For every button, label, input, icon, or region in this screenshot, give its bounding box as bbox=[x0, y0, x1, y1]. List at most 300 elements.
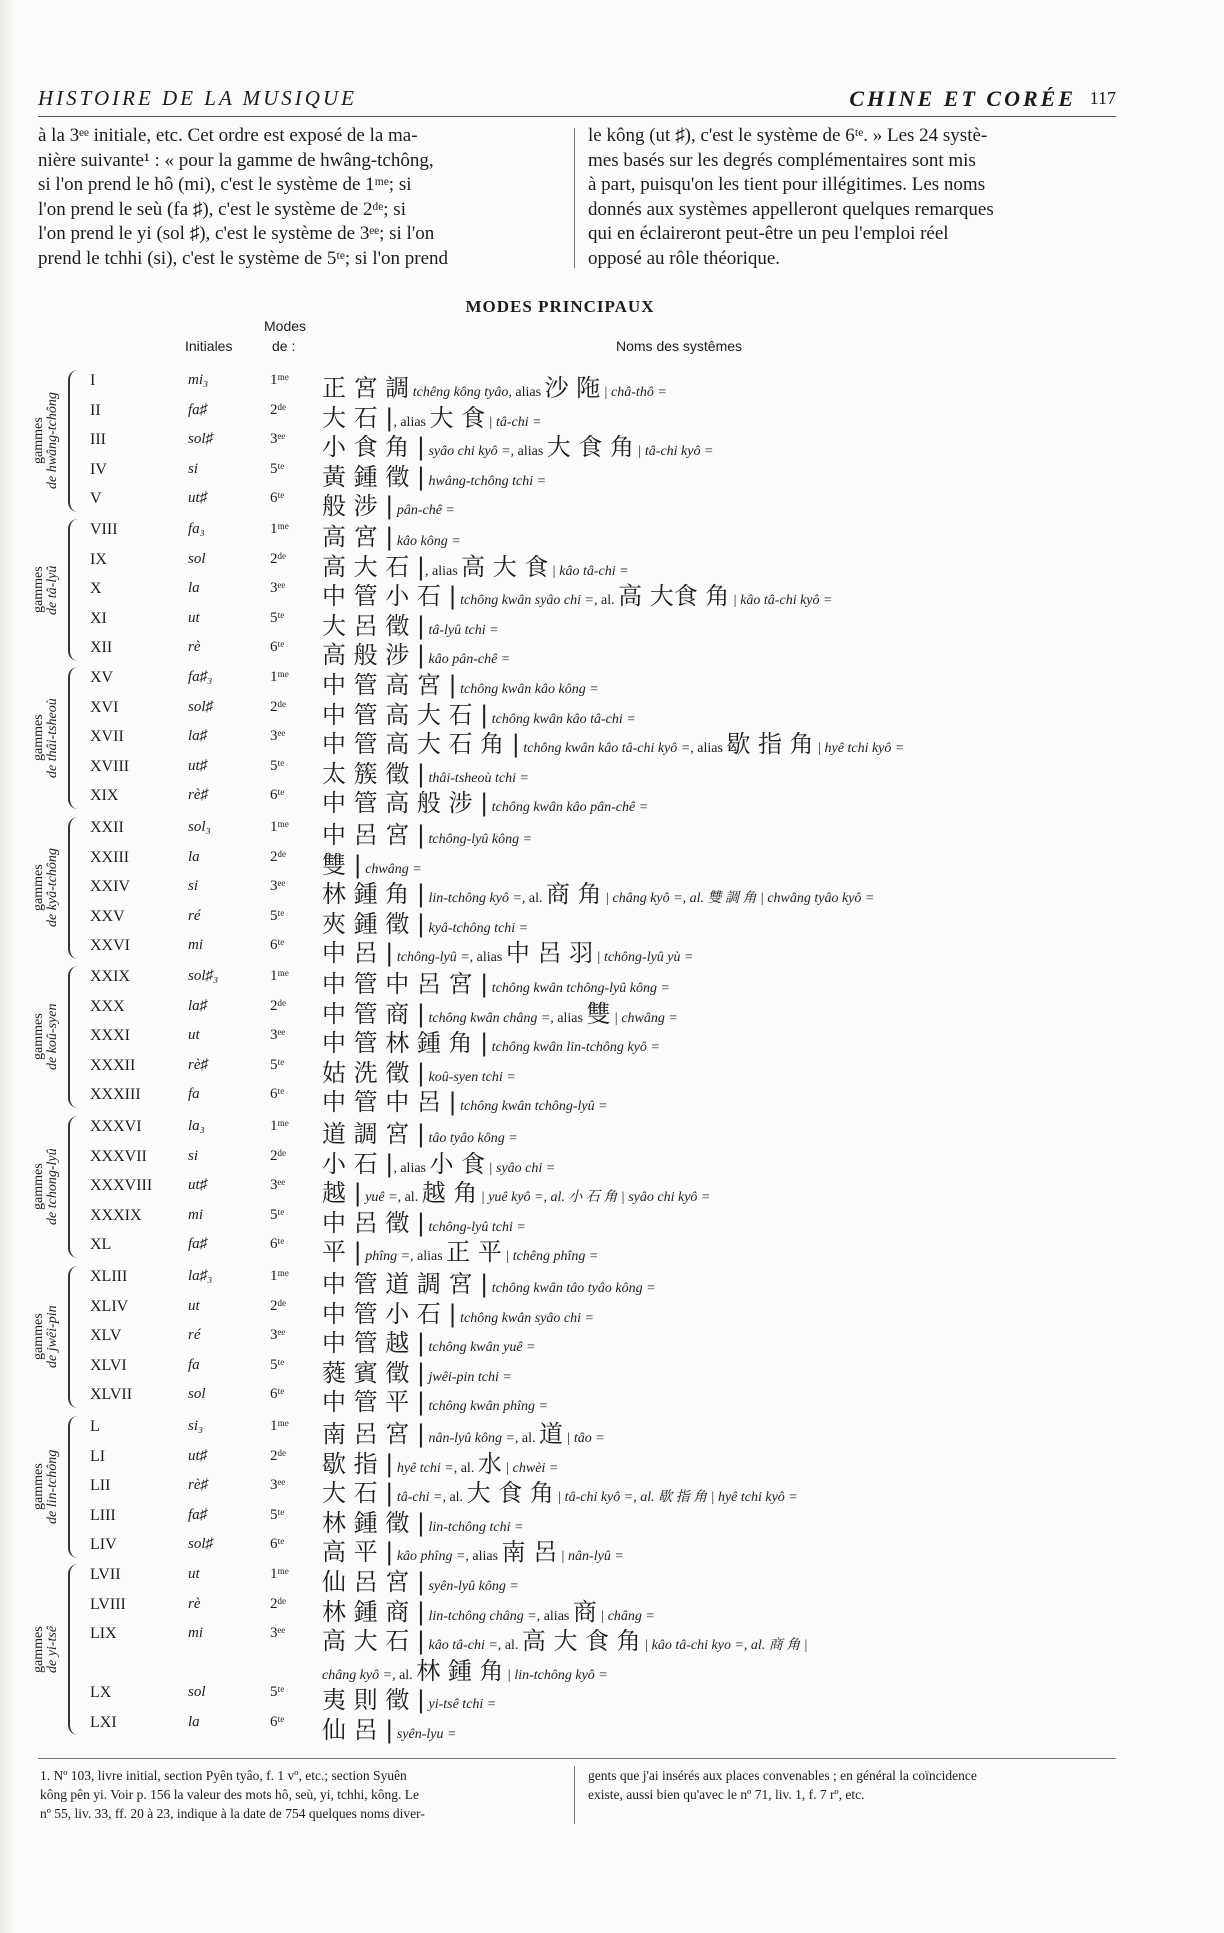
system-number: II bbox=[90, 402, 101, 419]
gamme-word: gammes bbox=[31, 1013, 46, 1061]
alias-label: alias bbox=[517, 444, 547, 459]
table-row bbox=[0, 933, 1224, 967]
table-row bbox=[0, 754, 1224, 788]
romanization: tchông kwân lin-tchông kyô = bbox=[488, 1040, 660, 1055]
romanization: kâo phîng =, bbox=[393, 1549, 473, 1564]
initiale: la♯₃ bbox=[188, 1268, 213, 1284]
chinese-name: 越 | bbox=[322, 1179, 362, 1207]
alias-label: alias bbox=[476, 950, 506, 965]
mode-degree: 6ᵗᵉ bbox=[270, 787, 285, 803]
mode-degree: 1ᵐᵉ bbox=[270, 1566, 289, 1582]
mode-degree: 5ᵗᵉ bbox=[270, 758, 285, 774]
system-number: XXV bbox=[90, 908, 125, 925]
alias-chinese-name: 高 大 食 角 bbox=[521, 1627, 641, 1655]
system-number: XXIX bbox=[90, 968, 130, 985]
chinese-name: 大 石 | bbox=[322, 404, 394, 432]
initiale: rè bbox=[188, 1596, 201, 1612]
table-row bbox=[0, 1144, 1224, 1178]
initiale: si bbox=[188, 1148, 199, 1164]
table-row bbox=[0, 1680, 1224, 1714]
header-modes-de: de : bbox=[272, 338, 296, 354]
initiale: rè♯ bbox=[188, 787, 208, 803]
chinese-name: 中 管 小 石 | bbox=[322, 582, 457, 610]
alias-chinese-name: 林 鍾 角 bbox=[416, 1657, 504, 1685]
running-head bbox=[38, 86, 1116, 117]
romanization: tchông-lyû =, bbox=[393, 950, 477, 965]
table-row bbox=[0, 1114, 1224, 1148]
mode-degree: 2ᵈᵉ bbox=[270, 1448, 287, 1464]
table-row bbox=[0, 457, 1224, 491]
mode-degree: 3ᵉᵉ bbox=[270, 1027, 286, 1043]
table-row bbox=[0, 1203, 1224, 1237]
table-row bbox=[0, 1651, 1224, 1685]
table-row bbox=[0, 576, 1224, 610]
mode-degree: 5ᵗᵉ bbox=[270, 1357, 285, 1373]
alias-romanization: | châng kyô =, al. 雙 調 角 | chwâng tyâo kyô = bbox=[601, 891, 875, 906]
romanization: hyê tchi =, bbox=[393, 1461, 461, 1476]
alias-label: , alias bbox=[424, 564, 462, 579]
initiale: la₃ bbox=[188, 1118, 205, 1134]
header-modes: Modes bbox=[264, 318, 307, 334]
table-row bbox=[0, 1173, 1224, 1207]
romanization: tchông kwân yuê = bbox=[424, 1340, 536, 1355]
romanization: pân-chê = bbox=[393, 503, 455, 518]
mode-degree: 6ᵗᵉ bbox=[270, 1386, 285, 1402]
intro-line: mes basés sur les degrés complémentaires sont mis bbox=[588, 149, 976, 171]
intro-line: si l'on prend le hô (mi), c'est le système de 1ᵐᵉ; si bbox=[38, 174, 412, 195]
alias-label: alias bbox=[472, 1549, 502, 1564]
romanization: kâo pân-chê = bbox=[424, 652, 511, 667]
romanization: kâo tâ-chi =, bbox=[424, 1638, 505, 1653]
mode-degree: 2ᵈᵉ bbox=[270, 551, 287, 567]
mode-degree: 3ᵉᵉ bbox=[270, 431, 286, 447]
table-row bbox=[0, 606, 1224, 640]
romanization: syên-lyû kông = bbox=[424, 1579, 519, 1594]
footnote-line: existe, aussi bien qu'avec le nº 71, liv. 1, f. 7 rº, etc. bbox=[588, 1787, 865, 1802]
initiale: mi bbox=[188, 1207, 203, 1223]
chinese-name: 中 呂 徵 | bbox=[322, 1209, 425, 1237]
alias-label: al. bbox=[460, 1461, 478, 1476]
chinese-name: 中 管 小 石 | bbox=[322, 1300, 457, 1328]
alias-label: al. bbox=[528, 891, 547, 906]
initiale: ut bbox=[188, 1027, 200, 1043]
romanization: lin-tchông tchi = bbox=[424, 1520, 524, 1535]
footnote-left bbox=[40, 1766, 560, 1823]
alias-chinese-name: 大 食 bbox=[429, 404, 486, 432]
gamme-word: gammes bbox=[31, 714, 46, 762]
romanization: kyâ-tchông tchi = bbox=[424, 921, 529, 936]
mode-degree: 1ᵐᵉ bbox=[270, 968, 289, 984]
system-name bbox=[322, 933, 693, 968]
chinese-name: 中 管 高 宮 | bbox=[322, 671, 457, 699]
intro-line: à la 3ᵉᵉ initiale, etc. Cet ordre est exposé de la ma- bbox=[38, 125, 418, 146]
chinese-name: 雙 | bbox=[322, 851, 362, 879]
alias-romanization: | châng = bbox=[596, 1609, 655, 1624]
initiale: sol♯ bbox=[188, 699, 214, 715]
table-row bbox=[0, 1082, 1224, 1116]
system-number: VIII bbox=[90, 521, 118, 538]
chinese-name: 大 呂 徵 | bbox=[322, 612, 425, 640]
chinese-name: 中 管 道 調 宮 | bbox=[322, 1270, 489, 1298]
mode-degree: 1ᵐᵉ bbox=[270, 521, 289, 537]
romanization: tchông kwân tchông-lyû kông = bbox=[488, 981, 670, 996]
running-head-right: CHINE ET CORÉE bbox=[849, 86, 1076, 111]
table-row bbox=[0, 815, 1224, 849]
mode-degree: 6ᵗᵉ bbox=[270, 1236, 285, 1252]
chinese-name: 中 管 商 | bbox=[322, 1000, 425, 1028]
initiale: ut♯ bbox=[188, 758, 208, 774]
system-number: I bbox=[90, 372, 96, 389]
romanization: nân-lyû kông =, bbox=[424, 1431, 522, 1446]
mode-degree: 6ᵗᵉ bbox=[270, 1536, 285, 1552]
initiale: ut bbox=[188, 1298, 200, 1314]
alias-label: al. bbox=[504, 1638, 522, 1653]
romanization: yi-tsê tchi = bbox=[424, 1697, 497, 1712]
alias-label: alias bbox=[557, 1011, 587, 1026]
table-row bbox=[0, 486, 1224, 520]
intro-right-column bbox=[588, 124, 1116, 271]
alias-label: alias bbox=[417, 1249, 447, 1264]
chinese-name: 高 平 | bbox=[322, 1538, 394, 1566]
initiale: fa♯₃ bbox=[188, 669, 213, 685]
gamme-word: gammes bbox=[31, 864, 46, 912]
system-number: XXXVI bbox=[90, 1118, 142, 1135]
chinese-name: 中 呂 | bbox=[322, 939, 394, 967]
romanization: phîng =, bbox=[361, 1249, 418, 1264]
table-row bbox=[0, 547, 1224, 581]
romanization: tchêng kông tyâo, bbox=[409, 385, 516, 400]
alias-chinese-name: 高 大 食 bbox=[461, 553, 549, 581]
chinese-name: 林 鍾 徵 | bbox=[322, 1509, 425, 1537]
alias-romanization: | yuê kyô =, al. 小 石 角 | syâo chi kyô = bbox=[477, 1190, 711, 1205]
initiale: fa bbox=[188, 1357, 200, 1373]
chinese-name: 夾 鍾 徵 | bbox=[322, 910, 425, 938]
intro-line: l'on prend le yi (sol ♯), c'est le système de 3ᵉᵉ; si l'on bbox=[38, 223, 435, 244]
table-row bbox=[0, 1264, 1224, 1298]
alias-romanization: | châ-thô = bbox=[600, 385, 667, 400]
mode-degree: 6ᵗᵉ bbox=[270, 1714, 285, 1730]
initiale: sol bbox=[188, 1684, 206, 1700]
system-number: LII bbox=[90, 1477, 111, 1494]
initiale: rè bbox=[188, 639, 201, 655]
romanization: tchông-lyû tchi = bbox=[424, 1220, 526, 1235]
alias-chinese-name: 小 食 bbox=[429, 1150, 486, 1178]
system-number: XVI bbox=[90, 699, 119, 716]
chinese-name: 黃 鍾 徵 | bbox=[322, 463, 425, 491]
table-row bbox=[0, 904, 1224, 938]
chinese-name: 歇 指 | bbox=[322, 1450, 394, 1478]
alias-chinese-name: 沙 陁 bbox=[544, 374, 601, 402]
system-number: LI bbox=[90, 1448, 106, 1465]
system-number: LVII bbox=[90, 1566, 121, 1583]
system-number: XXX bbox=[90, 998, 125, 1015]
romanization: syâo chi kyô =, bbox=[424, 444, 518, 459]
alias-romanization: | tâ-chi kyô = bbox=[634, 444, 714, 459]
alias-chinese-name: 水 bbox=[477, 1450, 502, 1478]
mode-degree: 2ᵈᵉ bbox=[270, 1596, 287, 1612]
footnote-rule bbox=[38, 1758, 1116, 1759]
initiale: ut bbox=[188, 610, 200, 626]
mode-degree: 3ᵉᵉ bbox=[270, 878, 286, 894]
chinese-name: 中 管 平 | bbox=[322, 1388, 425, 1416]
gamme-name: de koû-syen bbox=[45, 1003, 60, 1071]
chinese-name: 高 大 石 | bbox=[322, 553, 425, 581]
romanization: tchông kwân syâo chi =, bbox=[456, 593, 601, 608]
mode-degree: 2ᵈᵉ bbox=[270, 402, 287, 418]
romanization: tchông kwân tchông-lyû = bbox=[456, 1099, 608, 1114]
initiale: la♯ bbox=[188, 998, 208, 1014]
chinese-name: 小 石 | bbox=[322, 1150, 394, 1178]
gamme-name: de tâ-lyû bbox=[45, 565, 60, 615]
table-row bbox=[0, 1444, 1224, 1478]
system-name bbox=[322, 1232, 598, 1267]
chinese-name: 正 宮 調 bbox=[322, 374, 410, 402]
gamme-name: de jwêi-pin bbox=[45, 1305, 60, 1369]
system-number: XI bbox=[90, 610, 107, 627]
table-row bbox=[0, 368, 1224, 402]
system-name bbox=[322, 1382, 548, 1417]
chinese-name: 小 食 角 | bbox=[322, 433, 425, 461]
system-number: XIX bbox=[90, 787, 119, 804]
mode-degree: 5ᵗᵉ bbox=[270, 908, 285, 924]
mode-degree: 3ᵉᵉ bbox=[270, 1477, 286, 1493]
chinese-name: 般 涉 | bbox=[322, 492, 394, 520]
system-number: XXXIX bbox=[90, 1207, 142, 1224]
gamme-name: de tchong-lyû bbox=[45, 1148, 60, 1226]
chinese-name: 高 大 石 | bbox=[322, 1627, 425, 1655]
alias-romanization: | tâ-chi = bbox=[485, 415, 542, 430]
system-number: XXIV bbox=[90, 878, 130, 895]
romanization: tchông kwân kâo pân-chê = bbox=[488, 800, 649, 815]
system-number: III bbox=[90, 431, 106, 448]
system-number: XLVII bbox=[90, 1386, 133, 1403]
chinese-name: 蕤 賓 徵 | bbox=[322, 1359, 425, 1387]
romanization: lin-tchông kyô =, bbox=[424, 891, 529, 906]
chinese-name: 平 | bbox=[322, 1238, 362, 1266]
chinese-name: 中 管 中 呂 宮 | bbox=[322, 970, 489, 998]
gamme-name: de kyâ-tchông bbox=[45, 848, 60, 928]
chinese-name: 南 呂 宮 | bbox=[322, 1420, 425, 1448]
footnote-line: kông pên yi. Voir p. 156 la valeur des mots hô, seù, yi, tchhi, kông. Le bbox=[40, 1787, 419, 1802]
romanization: tâo tyâo kông = bbox=[424, 1131, 518, 1146]
mode-degree: 1ᵐᵉ bbox=[270, 669, 289, 685]
alias-chinese-name: 中 呂 羽 bbox=[505, 939, 594, 967]
alias-chinese-name: 雙 bbox=[586, 1000, 611, 1028]
system-number: XVII bbox=[90, 728, 124, 745]
table-row bbox=[0, 1710, 1224, 1744]
system-number: LVIII bbox=[90, 1596, 126, 1613]
mode-degree: 6ᵗᵉ bbox=[270, 937, 285, 953]
header-systemes: Noms des systêmes bbox=[616, 338, 743, 354]
mode-degree: 1ᵐᵉ bbox=[270, 1118, 289, 1134]
table-row bbox=[0, 964, 1224, 998]
table-row bbox=[0, 1592, 1224, 1626]
intro-line: à part, puisqu'on les tient pour illégitimes. Les noms bbox=[588, 174, 986, 195]
running-head-left: HISTOIRE DE LA MUSIQUE bbox=[38, 86, 357, 110]
gamme-word: gammes bbox=[31, 1626, 46, 1673]
system-number: XV bbox=[90, 669, 114, 686]
chinese-name: 仙 呂 | bbox=[322, 1716, 394, 1744]
footnote-line: nº 55, liv. 33, ff. 20 à 23, indique à la date de 754 quelques noms diver- bbox=[40, 1806, 425, 1821]
initiale: sol bbox=[188, 1386, 206, 1402]
initiale: ut♯ bbox=[188, 1448, 208, 1464]
romanization: hwâng-tchông tchi = bbox=[424, 474, 547, 489]
table-row bbox=[0, 1353, 1224, 1387]
alias-label: alias bbox=[697, 741, 727, 756]
mode-degree: 5ᵗᵉ bbox=[270, 1057, 285, 1073]
table-row bbox=[0, 1294, 1224, 1328]
gamme-name: de lin-tchông bbox=[45, 1449, 60, 1525]
alias-chinese-name: 商 bbox=[572, 1598, 597, 1626]
mode-degree: 5ᵗᵉ bbox=[270, 1207, 285, 1223]
chinese-name: 道 調 宮 | bbox=[322, 1120, 425, 1148]
alias-label: al. bbox=[404, 1190, 422, 1205]
initiale: fa♯ bbox=[188, 1507, 208, 1523]
chinese-name: 中 管 高 大 石 角 | bbox=[322, 730, 520, 758]
footnote-line: gents que j'ai insérés aux places convenables ; en général la coïncidence bbox=[588, 1768, 977, 1783]
table-row bbox=[0, 1562, 1224, 1596]
romanization: tchông kwân tâo tyâo kông = bbox=[488, 1281, 656, 1296]
mode-degree: 2ᵈᵉ bbox=[270, 849, 287, 865]
chinese-name: 高 般 涉 | bbox=[322, 641, 425, 669]
initiale: sol♯₃ bbox=[188, 968, 219, 984]
page-number: 117 bbox=[1089, 88, 1116, 108]
table-row bbox=[0, 845, 1224, 879]
table-row bbox=[0, 1532, 1224, 1566]
mode-degree: 6ᵗᵉ bbox=[270, 1086, 285, 1102]
chinese-name: 高 宮 | bbox=[322, 523, 394, 551]
mode-degree: 2ᵈᵉ bbox=[270, 1148, 287, 1164]
chinese-name: 林 鍾 角 | bbox=[322, 880, 425, 908]
table-row bbox=[0, 635, 1224, 669]
initiale: sol♯ bbox=[188, 1536, 214, 1552]
initiale: ré bbox=[188, 908, 201, 924]
chinese-name: 中 呂 宮 | bbox=[322, 821, 425, 849]
initiale: la bbox=[188, 849, 200, 865]
alias-romanization: | syâo chi = bbox=[485, 1161, 556, 1176]
mode-degree: 3ᵉᵉ bbox=[270, 728, 286, 744]
mode-degree: 5ᵗᵉ bbox=[270, 1507, 285, 1523]
initiale: ut♯ bbox=[188, 1177, 208, 1193]
initiale: sol♯ bbox=[188, 431, 214, 447]
intro-line: nière suivante¹ : « pour la gamme de hwâng-tchông, bbox=[38, 149, 434, 171]
alias-chinese-name: 道 bbox=[539, 1420, 564, 1448]
system-number: XLIV bbox=[90, 1298, 129, 1315]
gamme-name: de thâi-tsheoù bbox=[45, 698, 60, 778]
alias-romanization: | kâo tâ-chi kyô = bbox=[729, 593, 833, 608]
system-number: L bbox=[90, 1418, 100, 1435]
system-number: LIV bbox=[90, 1536, 117, 1553]
alias-chinese-name: 正 平 bbox=[446, 1238, 502, 1266]
table-row bbox=[0, 994, 1224, 1028]
alias-label: , alias bbox=[393, 415, 430, 430]
romanization: koû-syen tchi = bbox=[424, 1070, 516, 1085]
alias-romanization: | hyê tchi kyô = bbox=[813, 741, 905, 756]
initiale: fa₃ bbox=[188, 521, 205, 537]
romanization: thâi-tsheoù tchi = bbox=[424, 771, 529, 786]
romanization: tâ-lyû tchi = bbox=[424, 623, 499, 638]
romanization: chwâng = bbox=[361, 862, 422, 877]
initiale: mi bbox=[188, 1625, 203, 1641]
initiale: ut♯ bbox=[188, 490, 208, 506]
mode-degree: 6ᵗᵉ bbox=[270, 639, 285, 655]
mode-degree: 1ᵐᵉ bbox=[270, 1418, 289, 1434]
system-number: XXXVIII bbox=[90, 1177, 153, 1194]
initiale: ré bbox=[188, 1327, 201, 1343]
mode-degree: 5ᵗᵉ bbox=[270, 610, 285, 626]
initiale: la bbox=[188, 1714, 200, 1730]
alias-romanization: | nân-lyû = bbox=[557, 1549, 624, 1564]
system-number: XXXI bbox=[90, 1027, 130, 1044]
header-initiales: Initiales bbox=[185, 338, 233, 354]
table-row bbox=[0, 1503, 1224, 1537]
system-number: XVIII bbox=[90, 758, 130, 775]
initiale: rè♯ bbox=[188, 1057, 208, 1073]
initiale: si bbox=[188, 461, 199, 477]
system-number: V bbox=[90, 490, 102, 507]
romanization: tchông kwân kâo tâ-chi kyô =, bbox=[519, 741, 698, 756]
system-number: LIX bbox=[90, 1625, 117, 1642]
table-row bbox=[0, 783, 1224, 817]
table-row bbox=[0, 517, 1224, 551]
alias-label: al. bbox=[449, 1490, 467, 1505]
romanization: tchông kwân phîng = bbox=[424, 1399, 548, 1414]
table-row bbox=[0, 1053, 1224, 1087]
system-number: XLV bbox=[90, 1327, 122, 1344]
system-number: XXII bbox=[90, 819, 124, 836]
system-number: X bbox=[90, 580, 102, 597]
romanization: syên-lyu = bbox=[393, 1727, 457, 1742]
table-row bbox=[0, 874, 1224, 908]
romanization: châng kyô =, bbox=[322, 1668, 400, 1683]
table-row bbox=[0, 665, 1224, 699]
gamme-word: gammes bbox=[31, 1463, 46, 1511]
initiale: ut bbox=[188, 1566, 200, 1582]
system-number: XL bbox=[90, 1236, 112, 1253]
footnote-line: 1. Nº 103, livre initial, section Pyên tyâo, f. 1 vº, etc.; section Syuên bbox=[40, 1768, 407, 1783]
alias-chinese-name: 越 角 bbox=[421, 1179, 478, 1207]
initiale: sol₃ bbox=[188, 819, 211, 835]
chinese-name: 中 管 越 | bbox=[322, 1329, 425, 1357]
table-row bbox=[0, 1473, 1224, 1507]
alias-label: al. bbox=[600, 593, 619, 608]
intro-line: prend le tchhi (si), c'est le système de 5ᵗᵉ; si l'on prend bbox=[38, 247, 449, 269]
footnote-right bbox=[588, 1766, 1116, 1804]
table-row bbox=[0, 724, 1224, 758]
mode-degree: 1ᵐᵉ bbox=[270, 1268, 289, 1284]
system-number: XXVI bbox=[90, 937, 130, 954]
column-divider bbox=[574, 128, 575, 268]
romanization: tâ-chi =, bbox=[393, 1490, 450, 1505]
initiale: si₃ bbox=[188, 1418, 204, 1434]
alias-romanization: | tâ-chi kyô =, al. 歇 指 角 | hyê tchi kyô = bbox=[553, 1490, 798, 1505]
table-title: MODES PRINCIPAUX bbox=[465, 297, 655, 316]
system-name bbox=[322, 1710, 456, 1745]
intro-line: opposé au rôle théorique. bbox=[588, 247, 781, 269]
chinese-name: 中 管 高 般 涉 | bbox=[322, 789, 489, 817]
intro-line: l'on prend le seù (fa ♯), c'est le système de 2ᵈᵉ; si bbox=[38, 198, 406, 220]
system-number: XLVI bbox=[90, 1357, 127, 1374]
system-number: IV bbox=[90, 461, 107, 478]
alias-chinese-name: 商 角 bbox=[546, 880, 602, 908]
alias-romanization: | chwâng = bbox=[610, 1011, 678, 1026]
alias-chinese-name: 大 食 角 bbox=[546, 433, 635, 461]
alias-label: al. bbox=[521, 1431, 540, 1446]
chinese-name: 大 石 | bbox=[322, 1479, 394, 1507]
gamme-word: gammes bbox=[31, 1163, 46, 1211]
alias-chinese-name: 高 大食 角 bbox=[618, 582, 730, 610]
chinese-name: 仙 呂 宮 | bbox=[322, 1568, 425, 1596]
